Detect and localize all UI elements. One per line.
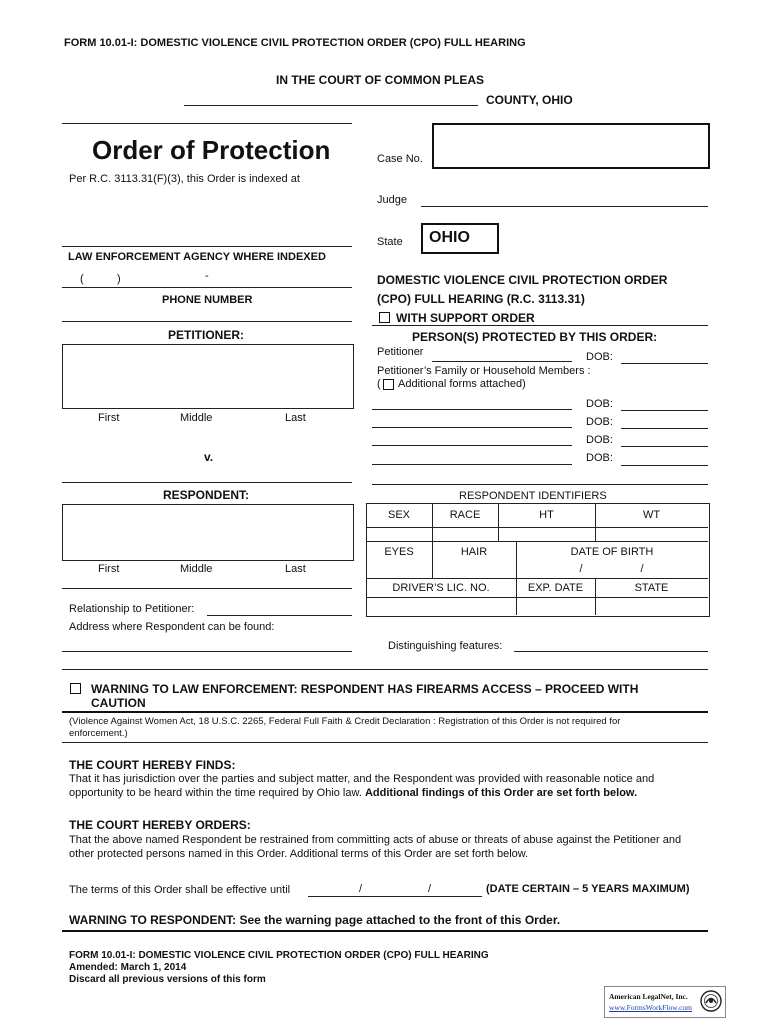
member-3-dob-line[interactable] — [621, 446, 708, 447]
respondent-name-box[interactable] — [62, 504, 354, 561]
state-label: State — [377, 236, 403, 248]
agency-label: LAW ENFORCEMENT AGENCY WHERE INDEXED — [68, 251, 326, 263]
top-divider — [62, 123, 352, 124]
id-race: RACE — [449, 509, 481, 521]
relationship-line[interactable] — [207, 615, 352, 616]
support-order-label: WITH SUPPORT ORDER — [396, 311, 535, 325]
member-1-dob-label: DOB: — [586, 398, 613, 410]
legalnet-emblem-icon — [700, 990, 722, 1012]
findings-line-2 — [69, 787, 637, 799]
id-drivers-lic: DRIVER’S LIC. NO. — [392, 582, 490, 594]
petitioner-divider — [62, 321, 352, 322]
member-3-line[interactable] — [372, 445, 572, 446]
protected-petitioner-label: Petitioner — [377, 346, 424, 358]
identifiers-row-divider-2 — [366, 541, 708, 542]
support-order-checkbox[interactable] — [379, 312, 390, 323]
versus: v. — [204, 450, 214, 464]
vawa-divider — [62, 742, 708, 743]
member-2-dob-label: DOB: — [586, 416, 613, 428]
respondent-middle-label: Middle — [180, 563, 213, 575]
member-2-dob-line[interactable] — [621, 428, 708, 429]
vawa-note-line-2: enforcement.) — [69, 728, 128, 739]
distinguishing-line[interactable] — [514, 651, 708, 652]
id-sex: SEX — [387, 509, 410, 521]
vawa-note-line-1: (Violence Against Women Act, 18 U.S.C. 2265, Federal Full Faith & Credit Declaration : Registration of this Order is not required for — [69, 716, 621, 727]
judge-line[interactable] — [421, 206, 708, 207]
id-exp-date: EXP. DATE — [527, 582, 584, 594]
firearms-warning-line-2: CAUTION — [91, 696, 146, 710]
respondent-name-divider — [62, 588, 352, 589]
judge-label: Judge — [377, 194, 407, 206]
form-header-title: FORM 10.01-I: DOMESTIC VIOLENCE CIVIL PROTECTION ORDER (CPO) FULL HEARING — [64, 37, 526, 49]
petitioner-label: PETITIONER: — [168, 328, 245, 342]
address-line-2[interactable] — [62, 669, 708, 670]
protected-divider — [372, 325, 708, 326]
member-1-line[interactable] — [372, 409, 572, 410]
county-blank[interactable] — [184, 105, 478, 106]
effective-slash-1: / — [359, 883, 363, 895]
id-dob-slash-2: / — [640, 563, 644, 575]
footer-amended: Amended: March 1, 2014 — [69, 962, 187, 973]
address-line-1[interactable] — [62, 651, 352, 652]
orders-line-1: That the above named Respondent be restrained from committing acts of abuse or threats of abuse against the Petitioner and — [69, 834, 682, 846]
respondent-first-label: First — [98, 563, 120, 575]
respondent-last-label: Last — [285, 563, 306, 575]
date-certain-label: (DATE CERTAIN – 5 YEARS MAXIMUM) — [486, 883, 690, 895]
county-label: COUNTY, OHIO — [486, 93, 573, 107]
footer-discard: Discard all previous versions of this form — [69, 974, 266, 985]
address-label: Address where Respondent can be found: — [69, 621, 275, 633]
member-2-line[interactable] — [372, 427, 572, 428]
additional-forms-checkbox[interactable] — [383, 379, 394, 390]
findings-line-1: That it has jurisdiction over the parties and subject matter, and the Respondent was provided with reasonable notice and — [69, 773, 655, 785]
effective-date-line[interactable] — [308, 896, 482, 897]
petitioner-name-box[interactable] — [62, 344, 354, 409]
family-label: Petitioner’s Family or Household Members : — [377, 365, 591, 377]
phone-paren-close: ) — [117, 273, 121, 285]
distinguishing-label: Distinguishing features: — [388, 640, 503, 652]
findings-line-2-bold: Additional findings of this Order are set forth below. — [364, 787, 638, 799]
order-type-title-2: (CPO) FULL HEARING (R.C. 3113.31) — [377, 292, 585, 306]
footer-form-title: FORM 10.01-I: DOMESTIC VIOLENCE CIVIL PROTECTION ORDER (CPO) FULL HEARING — [69, 950, 489, 961]
legalnet-name: American LegalNet, Inc. — [609, 992, 688, 1001]
effective-slash-2: / — [428, 883, 432, 895]
orders-heading: THE COURT HEREBY ORDERS: — [69, 818, 251, 832]
respondent-label: RESPONDENT: — [163, 488, 250, 502]
member-1-dob-line[interactable] — [621, 410, 708, 411]
case-no-box[interactable] — [432, 123, 710, 169]
petitioner-middle-label: Middle — [180, 412, 213, 424]
id-dob-slash-1: / — [579, 563, 583, 575]
petitioner-dob-label: DOB: — [586, 351, 613, 363]
additional-forms-paren: ( — [377, 378, 381, 390]
id-hair: HAIR — [460, 546, 488, 558]
firearms-warning-checkbox[interactable] — [70, 683, 81, 694]
identifiers-row-divider-1 — [366, 527, 708, 528]
identifiers-row-divider-3 — [366, 578, 708, 579]
order-title: Order of Protection — [92, 135, 331, 165]
case-no-label: Case No. — [377, 153, 423, 165]
id-dob: DATE OF BIRTH — [570, 546, 654, 558]
phone-paren-open: ( — [80, 273, 84, 285]
findings-heading: THE COURT HEREBY FINDS: — [69, 758, 236, 772]
state-value: OHIO — [429, 229, 470, 246]
effective-label: The terms of this Order shall be effective until — [69, 884, 291, 896]
court-name: IN THE COURT OF COMMON PLEAS — [276, 73, 484, 87]
member-4-line[interactable] — [372, 464, 572, 465]
findings-line-2-plain: opportunity to be heard within the time required by Ohio law. — [69, 787, 362, 799]
agency-line[interactable] — [62, 246, 352, 247]
identifiers-divider — [372, 484, 708, 485]
protected-heading: PERSON(S) PROTECTED BY THIS ORDER: — [412, 330, 658, 344]
identifiers-row-divider-4 — [366, 597, 708, 598]
orders-line-2: other protected persons named in this Order. Additional terms of this Order are set forth below. — [69, 848, 529, 860]
petitioner-last-label: Last — [285, 412, 306, 424]
respondent-warning-divider — [62, 930, 708, 932]
id-wt: WT — [642, 509, 661, 521]
phone-label: PHONE NUMBER — [162, 294, 253, 306]
indexed-note: Per R.C. 3113.31(F)(3), this Order is indexed at — [69, 173, 300, 185]
respondent-warning: WARNING TO RESPONDENT: See the warning page attached to the front of this Order. — [69, 913, 561, 927]
id-state: STATE — [634, 582, 669, 594]
relationship-label: Relationship to Petitioner: — [69, 603, 195, 615]
additional-forms-label: Additional forms attached) — [398, 378, 526, 390]
protected-petitioner-line[interactable] — [432, 361, 572, 362]
firearms-divider — [62, 711, 708, 713]
order-type-title-1: DOMESTIC VIOLENCE CIVIL PROTECTION ORDER — [377, 273, 668, 287]
phone-line[interactable] — [62, 287, 352, 288]
id-ht: HT — [539, 509, 554, 521]
legalnet-url[interactable]: www.FormsWorkFlow.com — [609, 1003, 693, 1012]
petitioner-dob-line[interactable] — [621, 363, 708, 364]
legalnet-logo — [604, 986, 726, 1018]
identifiers-heading: RESPONDENT IDENTIFIERS — [459, 490, 607, 502]
id-eyes: EYES — [384, 546, 414, 558]
member-4-dob-line[interactable] — [621, 465, 708, 466]
respondent-divider — [62, 482, 352, 483]
member-3-dob-label: DOB: — [586, 434, 613, 446]
firearms-warning-line-1: WARNING TO LAW ENFORCEMENT: RESPONDENT HAS FIREARMS ACCESS – PROCEED WITH — [91, 682, 639, 696]
phone-dash: - — [205, 270, 209, 282]
petitioner-first-label: First — [98, 412, 120, 424]
member-4-dob-label: DOB: — [586, 452, 613, 464]
